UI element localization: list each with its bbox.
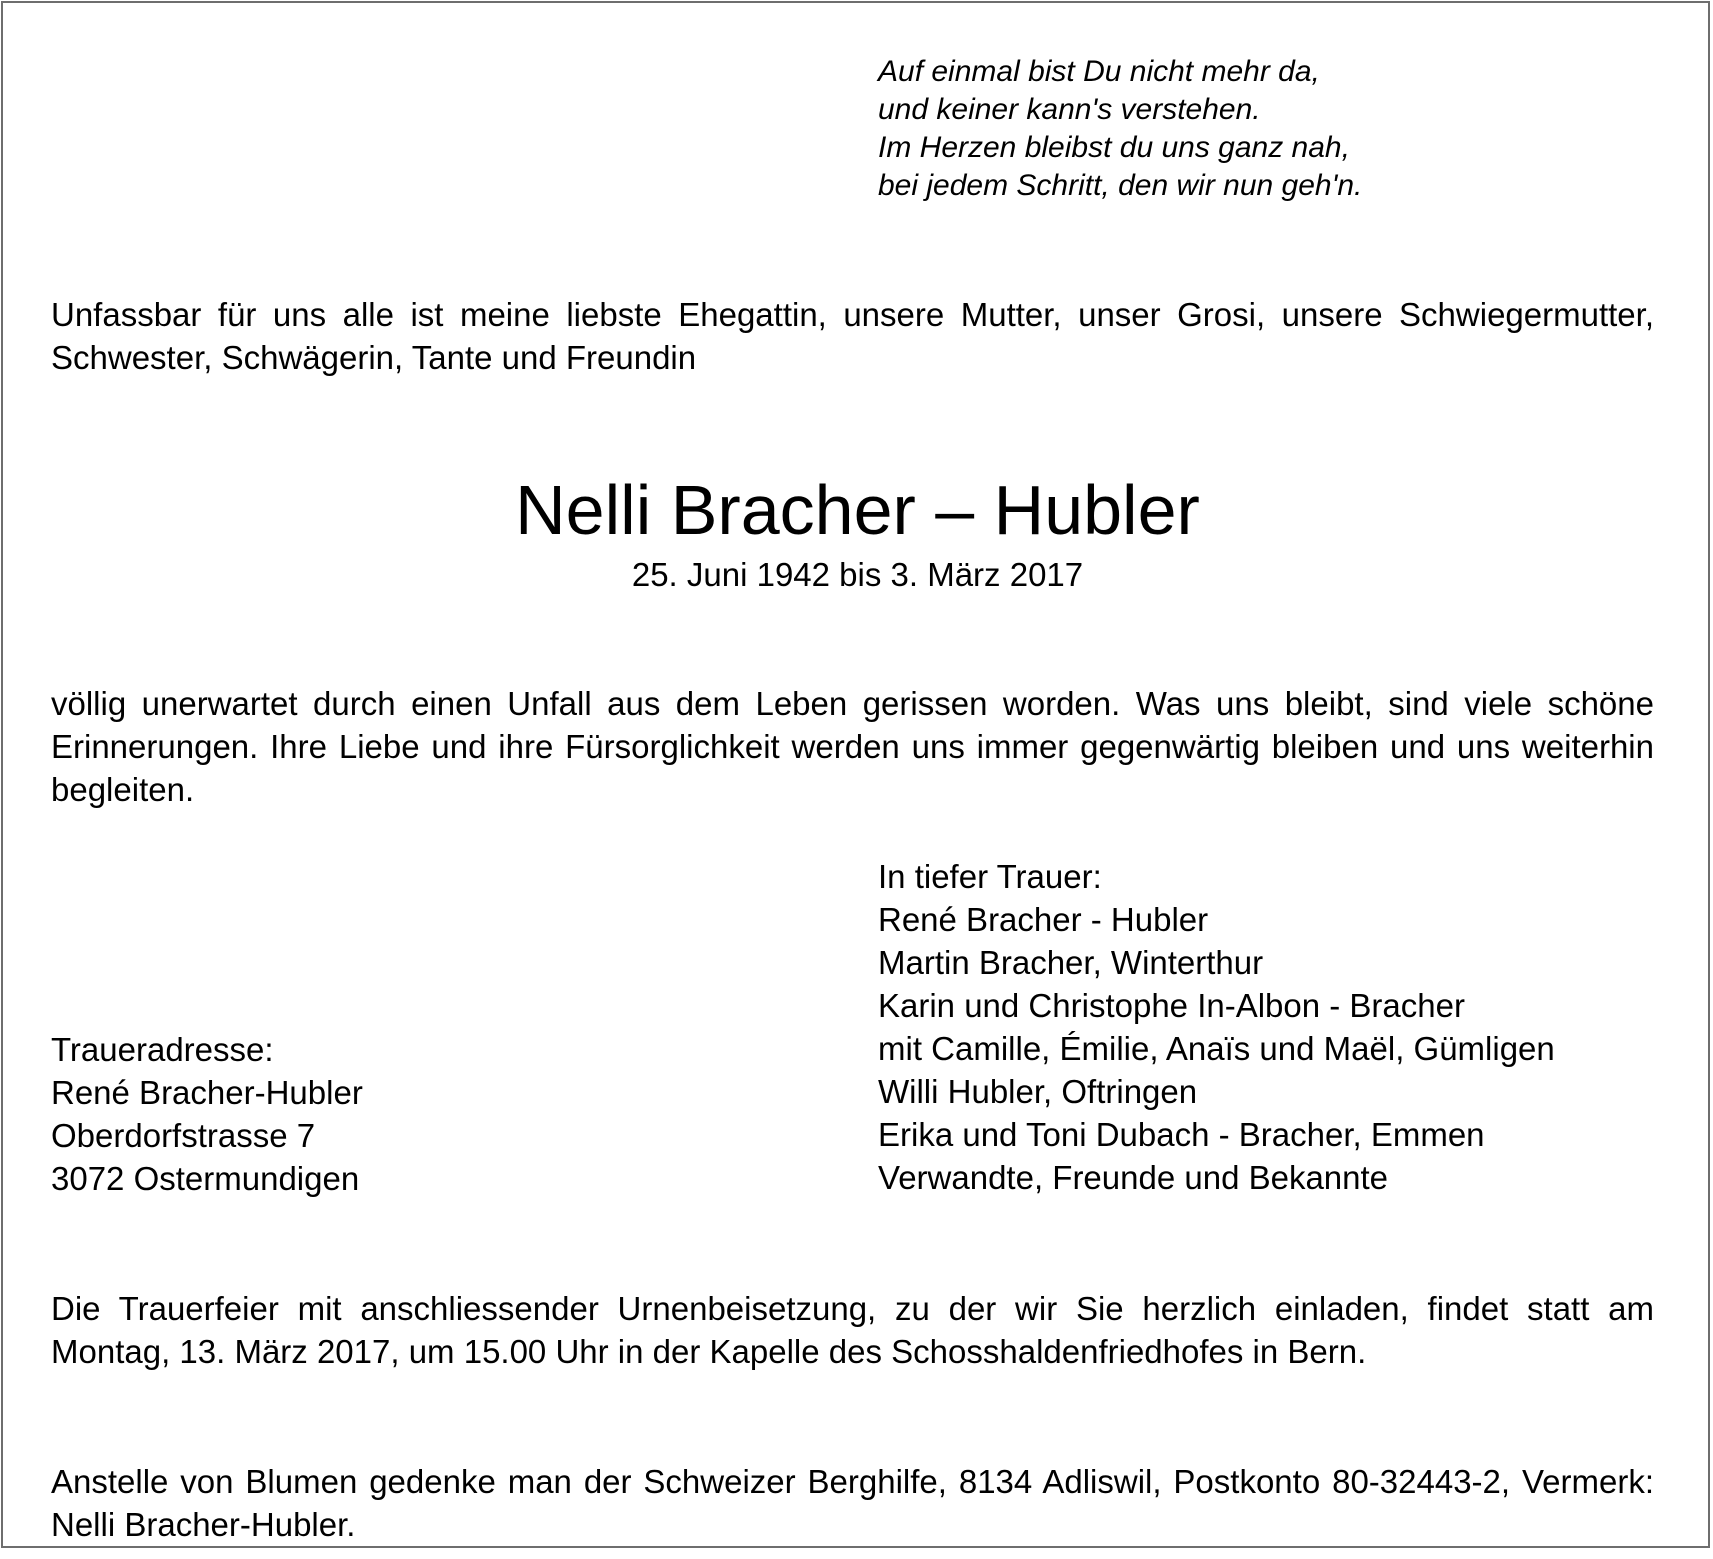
mourner-entry: Willi Hubler, Oftringen (878, 1073, 1198, 1110)
deceased-name: Nelli Bracher – Hubler (515, 471, 1200, 549)
message-paragraph: völlig unerwartet durch einen Unfall aus dem Leben gerissen worden. Was uns bleibt, sind viele schöne Erinnerungen. Ihre Liebe und ihre Fürsorglichkeit werden uns immer gegenwärtig bleiben und uns weiterhin begleiten. (51, 685, 1654, 808)
obituary-notice (1, 1, 1710, 1548)
life-dates: 25. Juni 1942 bis 3. März 2017 (631, 556, 1084, 593)
mourner-entry: Erika und Toni Dubach - Bracher, Emmen (878, 1116, 1485, 1153)
poem-line: Im Herzen bleibst du uns ganz nah, (878, 131, 1350, 164)
mourner-entry: René Bracher - Hubler (878, 901, 1209, 938)
donation-paragraph: Anstelle von Blumen gedenke man der Schweizer Berghilfe, 8134 Adliswil, Postkonto 80-32443-2, Vermerk: Nelli Bracher-Hubler. (51, 1463, 1654, 1543)
memorial-poem (878, 53, 1362, 205)
mourners-heading: In tiefer Trauer: (878, 858, 1102, 895)
poem-line: bei jedem Schritt, den wir nun geh'n. (878, 169, 1363, 202)
address-line: Oberdorfstrasse 7 (51, 1117, 316, 1154)
mourner-entry: mit Camille, Émilie, Anaïs und Maël, Gümligen (878, 1030, 1555, 1067)
address-heading: Traueradresse: (51, 1031, 274, 1068)
mourners-list (878, 855, 1555, 1199)
mourner-entry: Martin Bracher, Winterthur (878, 944, 1264, 981)
ceremony-paragraph: Die Trauerfeier mit anschliessender Urnenbeisetzung, zu der wir Sie herzlich einladen, findet statt am Montag, 13. März 2017, um 15.00 Uhr in der Kapelle des Schosshaldenfriedhofes in Bern. (51, 1290, 1654, 1370)
mourner-entry: Verwandte, Freunde und Bekannte (878, 1159, 1389, 1196)
address-line: 3072 Ostermundigen (51, 1160, 360, 1197)
mourning-address (51, 1028, 363, 1200)
address-line: René Bracher-Hubler (51, 1074, 363, 1111)
mourner-entry: Karin und Christophe In-Albon - Bracher (878, 987, 1465, 1024)
poem-line: Auf einmal bist Du nicht mehr da, (878, 55, 1320, 88)
intro-paragraph: Unfassbar für uns alle ist meine liebste Ehegattin, unsere Mutter, unser Grosi, unsere Schwiegermutter, Schwester, Schwägerin, Tante und Freundin (51, 296, 1654, 376)
poem-line: und keiner kann's verstehen. (878, 93, 1261, 126)
